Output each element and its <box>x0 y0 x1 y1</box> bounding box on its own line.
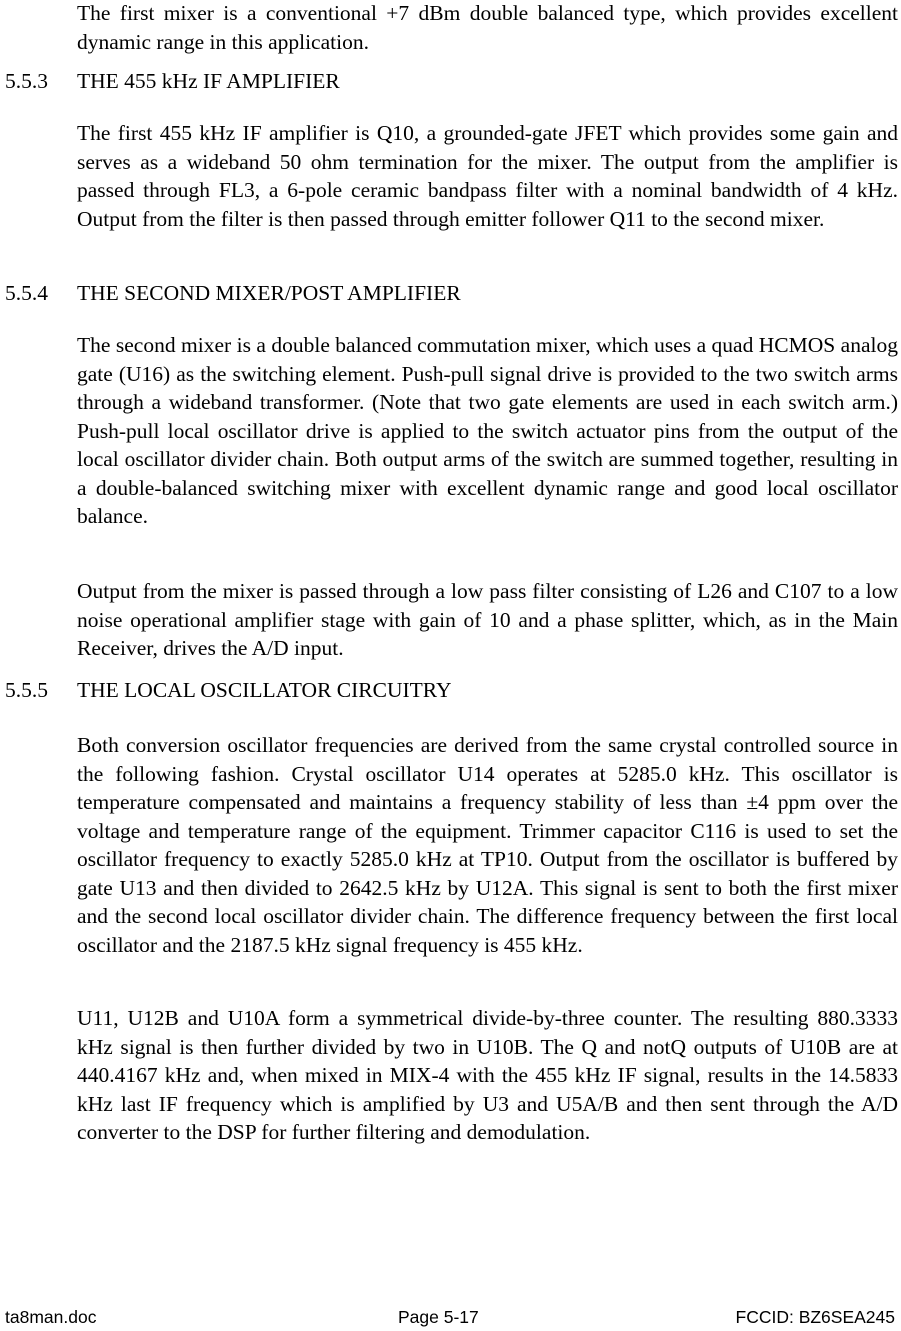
paragraph-first-mixer: The first mixer is a conventional +7 dBm double balanced type, which provides excellent dynamic range in this application. <box>77 1 898 54</box>
paragraph-mixer-output: Output from the mixer is passed through a low pass filter consisting of L26 and C107 to a low noise operational amplifier stage with gain of 10 and a phase splitter, which, as in the Main Receiver, drives the A/D input. <box>77 579 898 660</box>
section-heading-5-5-5 <box>5 676 451 704</box>
section-title: THE SECOND MIXER/POST AMPLIFIER <box>77 281 461 305</box>
footer-page-number: Page 5-17 <box>398 1307 479 1327</box>
section-title: THE 455 kHz IF AMPLIFIER <box>77 69 340 93</box>
section-heading-5-5-4 <box>5 279 461 307</box>
paragraph-divider-counter: U11, U12B and U10A form a symmetrical divide-by-three counter. The resulting 880.3333 kHz signal is then further divided by two in U10B. The Q and notQ outputs of U10B are at 440.4167 kHz and, when mixed in MIX-4 with the 455 kHz IF signal, results in the 14.5833 kHz last IF frequency which is amplified by U3 and U5A/B and then sent through the A/D converter to the DSP for further filtering and demodulation. <box>77 1006 898 1144</box>
section-number: 5.5.4 <box>5 281 48 305</box>
section-number: 5.5.5 <box>5 678 48 702</box>
section-title: THE LOCAL OSCILLATOR CIRCUITRY <box>77 678 452 702</box>
footer-fccid: FCCID: BZ6SEA245 <box>735 1307 895 1327</box>
section-heading-5-5-3 <box>5 67 340 95</box>
paragraph-local-oscillator: Both conversion oscillator frequencies are derived from the same crystal controlled source in the following fashion. Crystal oscillator U14 operates at 5285.0 kHz. This oscillator is temperature compensated and maintains a frequency stability of less than ±4 ppm over the voltage and temperature range of the equipment. Trimmer capacitor C116 is used to set the oscillator frequency to exactly 5285.0 kHz at TP10. Output from the oscillator is buffered by gate U13 and then divided to 2642.5 kHz by U12A. This signal is sent to both the first mixer and the second local oscillator divider chain. The difference frequency between the first local oscillator and the 2187.5 kHz signal frequency is 455 kHz. <box>77 733 898 957</box>
paragraph-if-amplifier: The first 455 kHz IF amplifier is Q10, a grounded-gate JFET which provides some gain and serves as a wideband 50 ohm termination for the mixer. The output from the amplifier is passed through FL3, a 6-pole ceramic bandpass filter with a nominal bandwidth of 4 kHz. Output from the filter is then passed through emitter follower Q11 to the second mixer. <box>77 121 898 231</box>
footer-filename: ta8man.doc <box>5 1307 97 1327</box>
paragraph-second-mixer: The second mixer is a double balanced commutation mixer, which uses a quad HCMOS analog gate (U16) as the switching element. Push-pull signal drive is provided to the two switch arms through a wideband transformer. (Note that two gate elements are used in each switch arm.) Push-pull local oscillator drive is applied to the switch actuator pins from the output of the local oscillator divider chain. Both output arms of the switch are summed together, resulting in a double-balanced switching mixer with excellent dynamic range and good local oscillator balance. <box>77 333 898 528</box>
section-number: 5.5.3 <box>5 69 48 93</box>
